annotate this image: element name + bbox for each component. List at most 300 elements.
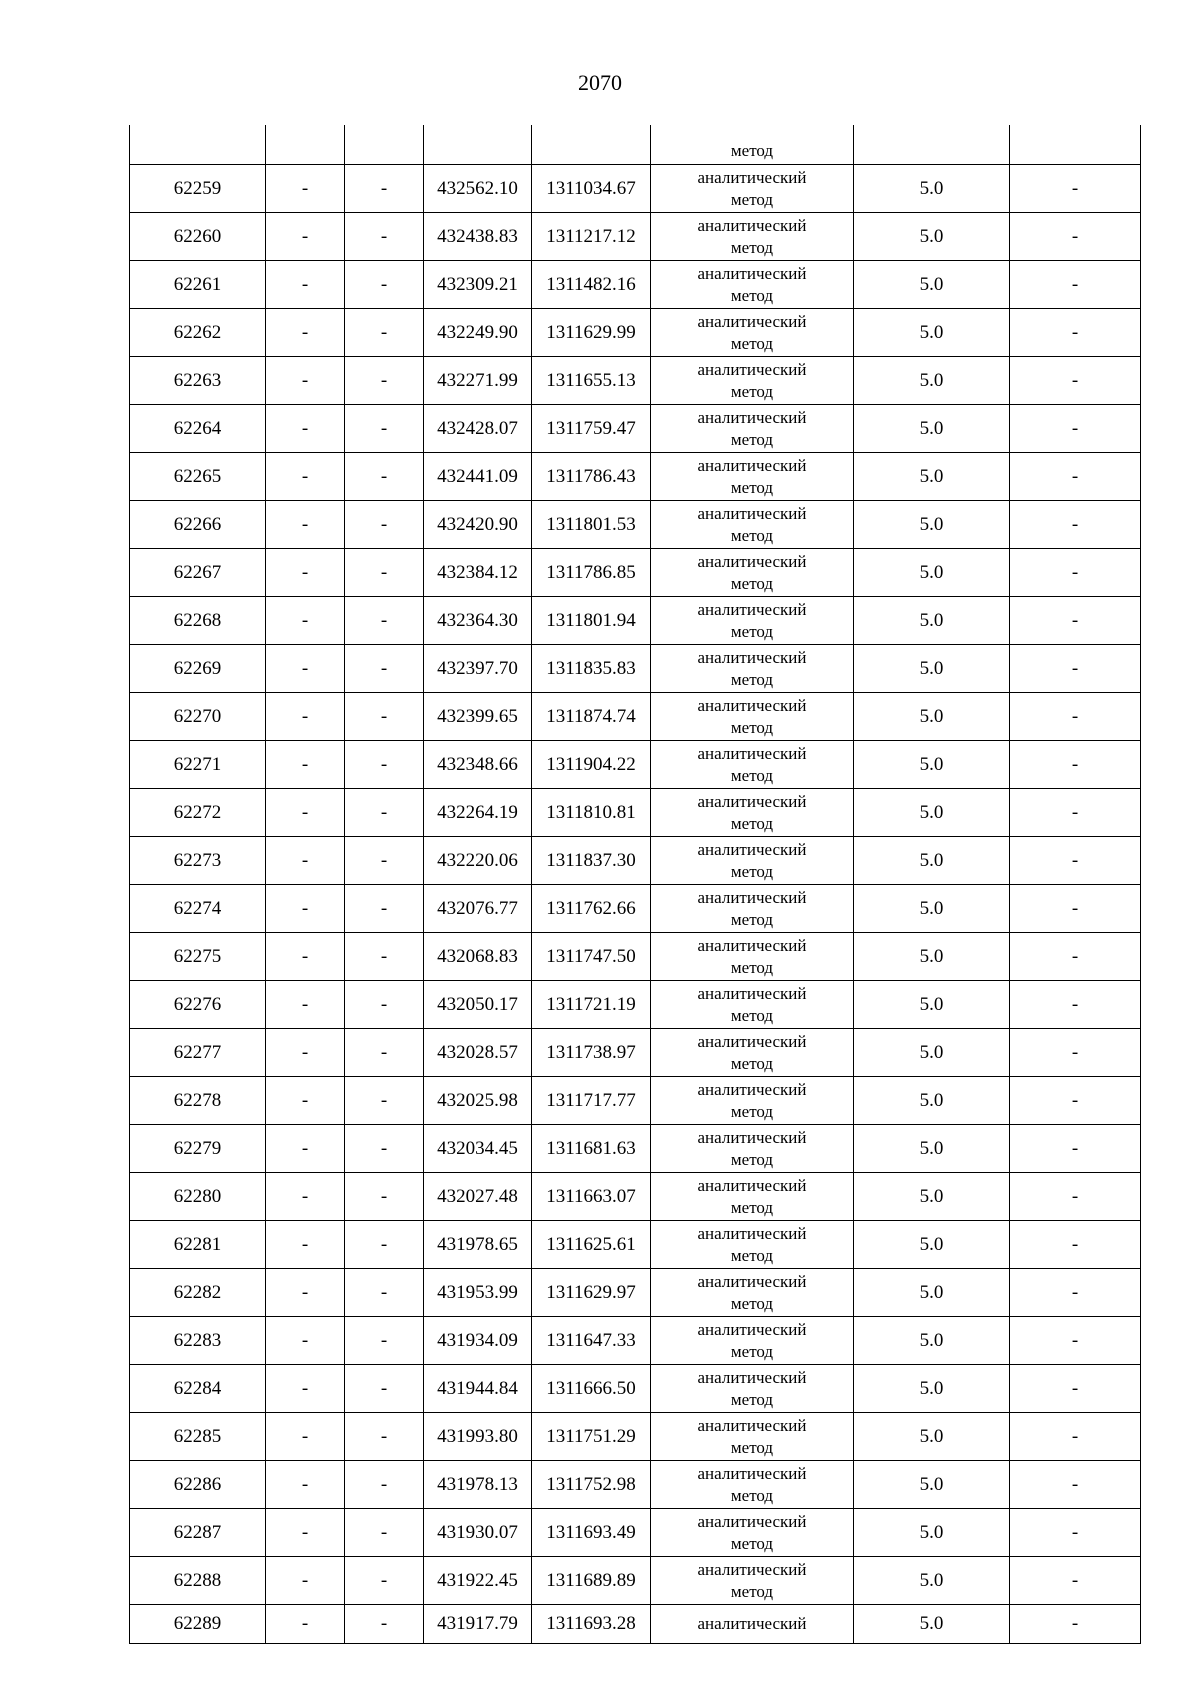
point-number-cell: 62271 — [130, 741, 266, 789]
method-line-2: метод — [730, 765, 774, 785]
accuracy-cell: 5.0 — [854, 165, 1010, 213]
dash-cell: - — [345, 357, 424, 405]
table-row — [130, 1221, 1141, 1269]
method-line-1: аналитический — [697, 887, 807, 907]
x-coordinate-cell: 432309.21 — [424, 261, 532, 309]
y-coordinate-cell: 1311689.89 — [532, 1557, 651, 1605]
table-cell — [424, 125, 532, 165]
y-coordinate-cell: 1311217.12 — [532, 213, 651, 261]
point-number-cell: 62270 — [130, 693, 266, 741]
dash-cell: - — [266, 1365, 345, 1413]
method-cell — [651, 501, 854, 549]
point-number-cell: 62265 — [130, 453, 266, 501]
method-cell — [651, 837, 854, 885]
method-line-1: аналитический — [697, 1223, 807, 1243]
y-coordinate-cell: 1311786.85 — [532, 549, 651, 597]
table-row — [130, 1125, 1141, 1173]
method-line-1: аналитический — [697, 1367, 807, 1387]
dash-cell: - — [345, 261, 424, 309]
y-coordinate-cell: 1311629.99 — [532, 309, 651, 357]
accuracy-cell: 5.0 — [854, 501, 1010, 549]
table-row — [130, 837, 1141, 885]
table-cell — [345, 125, 424, 165]
y-coordinate-cell: 1311837.30 — [532, 837, 651, 885]
method-cell: метод — [651, 125, 854, 165]
accuracy-cell: 5.0 — [854, 405, 1010, 453]
dash-cell: - — [1010, 549, 1141, 597]
accuracy-cell: 5.0 — [854, 1029, 1010, 1077]
accuracy-cell: 5.0 — [854, 789, 1010, 837]
dash-cell: - — [345, 789, 424, 837]
dash-cell: - — [1010, 645, 1141, 693]
dash-cell: - — [345, 1173, 424, 1221]
dash-cell: - — [266, 693, 345, 741]
method-line-1: аналитический — [697, 407, 807, 427]
dash-cell: - — [345, 213, 424, 261]
table-cell — [130, 125, 266, 165]
method-cell — [651, 1221, 854, 1269]
x-coordinate-cell: 432068.83 — [424, 933, 532, 981]
dash-cell: - — [1010, 1557, 1141, 1605]
method-line-1: аналитический — [697, 311, 807, 331]
method-line-2: метод — [730, 1293, 774, 1313]
table-cell — [266, 125, 345, 165]
method-line-1: аналитический — [697, 1511, 807, 1531]
dash-cell: - — [1010, 1269, 1141, 1317]
accuracy-cell: 5.0 — [854, 1269, 1010, 1317]
dash-cell: - — [1010, 1317, 1141, 1365]
method-cell — [651, 693, 854, 741]
dash-cell: - — [266, 1221, 345, 1269]
method-line-1: аналитический — [697, 935, 807, 955]
method-line-2: метод — [730, 1341, 774, 1361]
x-coordinate-cell: 432420.90 — [424, 501, 532, 549]
dash-cell: - — [266, 1077, 345, 1125]
table-row — [130, 741, 1141, 789]
method-cell — [651, 1605, 854, 1644]
dash-cell: - — [266, 933, 345, 981]
x-coordinate-cell: 431917.79 — [424, 1605, 532, 1644]
dash-cell: - — [345, 1317, 424, 1365]
x-coordinate-cell: 432027.48 — [424, 1173, 532, 1221]
x-coordinate-cell: 432220.06 — [424, 837, 532, 885]
method-line-1: аналитический — [697, 1614, 807, 1633]
point-number-cell: 62276 — [130, 981, 266, 1029]
point-number-cell: 62272 — [130, 789, 266, 837]
y-coordinate-cell: 1311663.07 — [532, 1173, 651, 1221]
method-cell — [651, 165, 854, 213]
dash-cell: - — [345, 1029, 424, 1077]
y-coordinate-cell: 1311693.49 — [532, 1509, 651, 1557]
method-line-2: метод — [730, 525, 774, 545]
accuracy-cell: 5.0 — [854, 1509, 1010, 1557]
dash-cell: - — [345, 453, 424, 501]
table-row — [130, 1173, 1141, 1221]
y-coordinate-cell: 1311647.33 — [532, 1317, 651, 1365]
method-cell — [651, 453, 854, 501]
coordinates-table — [129, 125, 1141, 1644]
dash-cell: - — [1010, 1029, 1141, 1077]
method-line-2: метод — [730, 621, 774, 641]
method-line-2: метод — [730, 429, 774, 449]
point-number-cell: 62275 — [130, 933, 266, 981]
method-line-2: метод — [730, 1005, 774, 1025]
method-line-2: метод — [730, 1197, 774, 1217]
accuracy-cell: 5.0 — [854, 885, 1010, 933]
method-cell — [651, 981, 854, 1029]
dash-cell: - — [1010, 357, 1141, 405]
point-number-cell: 62277 — [130, 1029, 266, 1077]
x-coordinate-cell: 432025.98 — [424, 1077, 532, 1125]
y-coordinate-cell: 1311666.50 — [532, 1365, 651, 1413]
point-number-cell: 62284 — [130, 1365, 266, 1413]
method-line-2: метод — [730, 1437, 774, 1457]
accuracy-cell: 5.0 — [854, 837, 1010, 885]
table-row — [130, 1557, 1141, 1605]
method-line-1: аналитический — [697, 1319, 807, 1339]
dash-cell: - — [266, 885, 345, 933]
method-line-1: аналитический — [697, 695, 807, 715]
method-line-1: аналитический — [697, 1559, 807, 1579]
dash-cell: - — [266, 501, 345, 549]
x-coordinate-cell: 431934.09 — [424, 1317, 532, 1365]
dash-cell: - — [1010, 981, 1141, 1029]
dash-cell: - — [345, 309, 424, 357]
method-cell — [651, 1317, 854, 1365]
method-cell — [651, 261, 854, 309]
dash-cell: - — [266, 1029, 345, 1077]
accuracy-cell: 5.0 — [854, 693, 1010, 741]
accuracy-cell: 5.0 — [854, 1365, 1010, 1413]
dash-cell: - — [345, 693, 424, 741]
table-body — [130, 125, 1141, 1644]
accuracy-cell: 5.0 — [854, 981, 1010, 1029]
y-coordinate-cell: 1311786.43 — [532, 453, 651, 501]
point-number-cell: 62289 — [130, 1605, 266, 1644]
dash-cell: - — [345, 1461, 424, 1509]
dash-cell: - — [266, 357, 345, 405]
accuracy-cell: 5.0 — [854, 1605, 1010, 1644]
y-coordinate-cell: 1311681.63 — [532, 1125, 651, 1173]
x-coordinate-cell: 431978.13 — [424, 1461, 532, 1509]
dash-cell: - — [1010, 1413, 1141, 1461]
dash-cell: - — [345, 837, 424, 885]
x-coordinate-cell: 432348.66 — [424, 741, 532, 789]
x-coordinate-cell: 431978.65 — [424, 1221, 532, 1269]
dash-cell: - — [266, 645, 345, 693]
method-line-1: аналитический — [697, 1271, 807, 1291]
method-line-2: метод — [730, 381, 774, 401]
method-cell — [651, 357, 854, 405]
accuracy-cell: 5.0 — [854, 261, 1010, 309]
dash-cell: - — [1010, 1077, 1141, 1125]
method-line-1: аналитический — [697, 1463, 807, 1483]
dash-cell: - — [345, 1077, 424, 1125]
method-cell — [651, 1029, 854, 1077]
table-row — [130, 1605, 1141, 1644]
method-cell — [651, 597, 854, 645]
point-number-cell: 62281 — [130, 1221, 266, 1269]
table-row — [130, 309, 1141, 357]
x-coordinate-cell: 432034.45 — [424, 1125, 532, 1173]
dash-cell: - — [266, 981, 345, 1029]
x-coordinate-cell: 432384.12 — [424, 549, 532, 597]
dash-cell: - — [345, 1125, 424, 1173]
method-cell — [651, 1413, 854, 1461]
method-line-2: метод — [730, 1533, 774, 1553]
dash-cell: - — [1010, 741, 1141, 789]
point-number-cell: 62267 — [130, 549, 266, 597]
table-row — [130, 1269, 1141, 1317]
x-coordinate-cell: 431930.07 — [424, 1509, 532, 1557]
method-line-1: аналитический — [697, 1079, 807, 1099]
accuracy-cell: 5.0 — [854, 1557, 1010, 1605]
dash-cell: - — [1010, 405, 1141, 453]
dash-cell: - — [345, 981, 424, 1029]
accuracy-cell: 5.0 — [854, 1173, 1010, 1221]
y-coordinate-cell: 1311801.53 — [532, 501, 651, 549]
x-coordinate-cell: 432441.09 — [424, 453, 532, 501]
method-line-2: метод — [730, 1485, 774, 1505]
table-cell — [532, 125, 651, 165]
method-line-1: аналитический — [697, 263, 807, 283]
dash-cell: - — [1010, 261, 1141, 309]
method-cell — [651, 1173, 854, 1221]
point-number-cell: 62287 — [130, 1509, 266, 1557]
method-line-1: аналитический — [697, 599, 807, 619]
method-line-1: аналитический — [697, 503, 807, 523]
dash-cell: - — [266, 1605, 345, 1644]
table-row — [130, 501, 1141, 549]
dash-cell: - — [266, 213, 345, 261]
dash-cell: - — [266, 1269, 345, 1317]
method-line-1: аналитический — [697, 743, 807, 763]
dash-cell: - — [266, 1509, 345, 1557]
dash-cell: - — [1010, 213, 1141, 261]
dash-cell: - — [266, 1317, 345, 1365]
y-coordinate-cell: 1311738.97 — [532, 1029, 651, 1077]
page-number: 2070 — [578, 70, 622, 95]
dash-cell: - — [345, 1365, 424, 1413]
dash-cell: - — [266, 1173, 345, 1221]
method-line-1: аналитический — [697, 839, 807, 859]
x-coordinate-cell: 432562.10 — [424, 165, 532, 213]
method-line-2: метод — [730, 957, 774, 977]
y-coordinate-cell: 1311629.97 — [532, 1269, 651, 1317]
table-row — [130, 933, 1141, 981]
dash-cell: - — [1010, 453, 1141, 501]
point-number-cell: 62260 — [130, 213, 266, 261]
point-number-cell: 62262 — [130, 309, 266, 357]
method-cell — [651, 741, 854, 789]
x-coordinate-cell: 432271.99 — [424, 357, 532, 405]
dash-cell: - — [345, 165, 424, 213]
dash-cell: - — [266, 789, 345, 837]
point-number-cell: 62280 — [130, 1173, 266, 1221]
method-line-2: метод — [730, 1245, 774, 1265]
point-number-cell: 62266 — [130, 501, 266, 549]
method-line-1: аналитический — [697, 167, 807, 187]
y-coordinate-cell: 1311717.77 — [532, 1077, 651, 1125]
x-coordinate-cell: 431993.80 — [424, 1413, 532, 1461]
table-row — [130, 693, 1141, 741]
point-number-cell: 62263 — [130, 357, 266, 405]
method-line-1: аналитический — [697, 359, 807, 379]
accuracy-cell: 5.0 — [854, 1221, 1010, 1269]
accuracy-cell: 5.0 — [854, 357, 1010, 405]
dash-cell: - — [1010, 1173, 1141, 1221]
table-row — [130, 1365, 1141, 1413]
dash-cell: - — [266, 1557, 345, 1605]
x-coordinate-cell: 432438.83 — [424, 213, 532, 261]
method-cell — [651, 1125, 854, 1173]
table-row — [130, 1077, 1141, 1125]
dash-cell: - — [345, 645, 424, 693]
y-coordinate-cell: 1311759.47 — [532, 405, 651, 453]
table-row — [130, 789, 1141, 837]
table-row — [130, 885, 1141, 933]
method-line-1: аналитический — [697, 983, 807, 1003]
method-line-2: метод — [730, 669, 774, 689]
x-coordinate-cell: 431944.84 — [424, 1365, 532, 1413]
y-coordinate-cell: 1311835.83 — [532, 645, 651, 693]
accuracy-cell: 5.0 — [854, 1077, 1010, 1125]
table-row — [130, 1461, 1141, 1509]
dash-cell: - — [266, 1125, 345, 1173]
dash-cell: - — [1010, 885, 1141, 933]
accuracy-cell: 5.0 — [854, 213, 1010, 261]
dash-cell: - — [345, 1269, 424, 1317]
table-row — [130, 981, 1141, 1029]
x-coordinate-cell: 432050.17 — [424, 981, 532, 1029]
method-line-2: метод — [730, 1149, 774, 1169]
point-number-cell: 62282 — [130, 1269, 266, 1317]
dash-cell: - — [266, 1413, 345, 1461]
dash-cell: - — [345, 549, 424, 597]
x-coordinate-cell: 432028.57 — [424, 1029, 532, 1077]
table-row — [130, 165, 1141, 213]
table-row — [130, 1413, 1141, 1461]
dash-cell: - — [345, 405, 424, 453]
method-line-2: метод — [730, 573, 774, 593]
dash-cell: - — [266, 165, 345, 213]
x-coordinate-cell: 432249.90 — [424, 309, 532, 357]
dash-cell: - — [345, 933, 424, 981]
method-cell — [651, 645, 854, 693]
table-row — [130, 1317, 1141, 1365]
method-cell — [651, 1077, 854, 1125]
point-number-cell: 62261 — [130, 261, 266, 309]
dash-cell: - — [345, 1509, 424, 1557]
accuracy-cell: 5.0 — [854, 309, 1010, 357]
x-coordinate-cell: 432364.30 — [424, 597, 532, 645]
method-line-2: метод — [730, 717, 774, 737]
accuracy-cell: 5.0 — [854, 645, 1010, 693]
x-coordinate-cell: 432076.77 — [424, 885, 532, 933]
y-coordinate-cell: 1311655.13 — [532, 357, 651, 405]
method-line-2: метод — [730, 861, 774, 881]
x-coordinate-cell: 431922.45 — [424, 1557, 532, 1605]
table-cell — [1010, 125, 1141, 165]
accuracy-cell: 5.0 — [854, 597, 1010, 645]
dash-cell: - — [1010, 837, 1141, 885]
table-row — [130, 261, 1141, 309]
method-cell — [651, 885, 854, 933]
method-cell — [651, 933, 854, 981]
point-number-cell: 62269 — [130, 645, 266, 693]
method-line-2: метод — [730, 333, 774, 353]
method-cell — [651, 1557, 854, 1605]
y-coordinate-cell: 1311693.28 — [532, 1605, 651, 1644]
y-coordinate-cell: 1311904.22 — [532, 741, 651, 789]
x-coordinate-cell: 432397.70 — [424, 645, 532, 693]
y-coordinate-cell: 1311721.19 — [532, 981, 651, 1029]
dash-cell: - — [345, 501, 424, 549]
point-number-cell: 62264 — [130, 405, 266, 453]
method-line-2: метод — [730, 477, 774, 497]
method-line-1: аналитический — [697, 1415, 807, 1435]
method-line-2: метод — [730, 237, 774, 257]
dash-cell: - — [1010, 1461, 1141, 1509]
y-coordinate-cell: 1311810.81 — [532, 789, 651, 837]
table-cell — [854, 125, 1010, 165]
method-cell — [651, 1461, 854, 1509]
method-cell — [651, 1509, 854, 1557]
dash-cell: - — [266, 549, 345, 597]
dash-cell: - — [266, 309, 345, 357]
point-number-cell: 62274 — [130, 885, 266, 933]
point-number-cell: 62279 — [130, 1125, 266, 1173]
table-row — [130, 453, 1141, 501]
dash-cell: - — [345, 741, 424, 789]
x-coordinate-cell: 431953.99 — [424, 1269, 532, 1317]
y-coordinate-cell: 1311482.16 — [532, 261, 651, 309]
method-line-1: аналитический — [697, 551, 807, 571]
method-cell — [651, 405, 854, 453]
point-number-cell: 62273 — [130, 837, 266, 885]
dash-cell: - — [1010, 933, 1141, 981]
accuracy-cell: 5.0 — [854, 549, 1010, 597]
method-cell — [651, 549, 854, 597]
x-coordinate-cell: 432428.07 — [424, 405, 532, 453]
table-row — [130, 405, 1141, 453]
table-row — [130, 1029, 1141, 1077]
method-line-1: аналитический — [697, 215, 807, 235]
dash-cell: - — [1010, 1125, 1141, 1173]
point-number-cell: 62286 — [130, 1461, 266, 1509]
y-coordinate-cell: 1311752.98 — [532, 1461, 651, 1509]
point-number-cell: 62268 — [130, 597, 266, 645]
table-row — [130, 357, 1141, 405]
dash-cell: - — [266, 837, 345, 885]
point-number-cell: 62283 — [130, 1317, 266, 1365]
method-line-2: метод — [730, 285, 774, 305]
accuracy-cell: 5.0 — [854, 1413, 1010, 1461]
method-line-1: аналитический — [697, 647, 807, 667]
method-line-1: аналитический — [697, 1127, 807, 1147]
accuracy-cell: 5.0 — [854, 741, 1010, 789]
method-line-2: метод — [730, 909, 774, 929]
dash-cell: - — [1010, 309, 1141, 357]
method-line-2: метод — [730, 813, 774, 833]
accuracy-cell: 5.0 — [854, 1125, 1010, 1173]
accuracy-cell: 5.0 — [854, 453, 1010, 501]
y-coordinate-cell: 1311751.29 — [532, 1413, 651, 1461]
dash-cell: - — [1010, 597, 1141, 645]
y-coordinate-cell: 1311874.74 — [532, 693, 651, 741]
method-line-2: метод — [730, 189, 774, 209]
dash-cell: - — [1010, 501, 1141, 549]
